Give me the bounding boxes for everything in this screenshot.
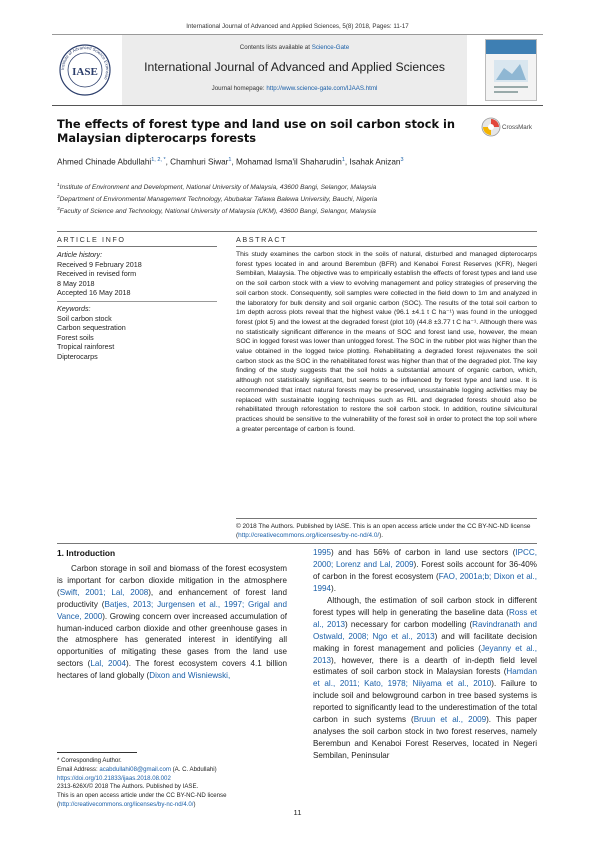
- email-line: Email Address: acabdullahi08@gmail.com (A. C. Abdullahi): [57, 765, 217, 773]
- homepage-link[interactable]: http://www.science-gate.com/IJAAS.html: [266, 85, 378, 92]
- running-head: International Journal of Advanced and Applied Sciences, 5(8) 2018, Pages: 11-17: [186, 23, 409, 30]
- intro-paragraph: [57, 563, 287, 682]
- citation-link[interactable]: Batjes, 2013; Jurgensen et al., 1997; Grigal and Vance, 2000: [57, 599, 287, 621]
- body-text: ), however, there is a dearth of in-depth field level estimates of soil carbon stock in Malaysian forests (: [313, 655, 537, 677]
- citation-link[interactable]: Jeyanny et al., 2013: [313, 643, 537, 665]
- body-text: ). This paper analyses the soil carbon stock in two forest reserves, namely Berembun and Kenaboi Forest Reserves, located in Negeri Sembilan, Peninsular: [313, 715, 537, 760]
- citation-link[interactable]: Swift, 2001; Lal, 2008: [59, 587, 149, 597]
- citation-link[interactable]: Dixon and Wisniewski,: [149, 671, 231, 681]
- footnote-rule: [57, 752, 137, 753]
- affiliations: [57, 181, 537, 217]
- author-affil-marker[interactable]: 3: [400, 157, 404, 163]
- license-line: (http://creativecommons.org/licenses/by-nc-nd/4.0/): [57, 800, 196, 808]
- author-affil-marker[interactable]: 1: [341, 157, 345, 163]
- crossmark-icon: [482, 118, 500, 136]
- body-text: ). Forest soils account for 36-40% of carbon in the forest ecosystem (: [313, 559, 537, 581]
- divider: [57, 543, 537, 544]
- citation-link[interactable]: Lal, 2004: [90, 659, 127, 669]
- history-line: Received in revised form: [57, 269, 137, 279]
- intro-paragraph: [313, 547, 537, 595]
- article-title: The effects of forest type and land use on soil carbon stock in Malaysian dipterocarps forests: [57, 117, 456, 145]
- body-text: Carbon storage in soil and biomass of the forest ecosystem is important for carbon dioxide mitigation in the atmosphere (: [57, 564, 287, 597]
- license-link[interactable]: http://creativecommons.org/licenses/by-nc-nd/4.0/: [238, 532, 380, 540]
- article-info: [57, 250, 217, 362]
- author-name: Chamhuri Siwar: [170, 157, 229, 167]
- history-line: Received 9 February 2018: [57, 259, 142, 269]
- journal-title: International Journal of Advanced and Applied Sciences: [144, 60, 445, 74]
- history-line: 8 May 2018: [57, 278, 95, 288]
- author-affil-marker[interactable]: 1: [228, 157, 232, 163]
- iase-logo: [58, 39, 112, 101]
- section-heading: 1. Introduction: [57, 548, 116, 558]
- intro-paragraph: [313, 595, 537, 762]
- svg-text:CrossMark: CrossMark: [502, 124, 532, 131]
- corresponding-author: * Corresponding Author.: [57, 757, 122, 764]
- divider: [236, 518, 537, 519]
- affiliation-line: $^3$Faculty of Science and Technology, National University of Malaysia (UKM), 43600 Bangi, Selangor, Malaysia: [57, 206, 376, 216]
- abstract-text: This study examines the carbon stock in the soils of natural, disturbed and managed dipterocarps forest types located in and around Berembun (BFR) and Kenaboi Forest Reserves (KFR), Negeri Sembilan, Malaysia. The objective was to empirically establish the effects of forest types and land use on the soil carbon stock with a view to evolving management and policy strategies of preserving the soil carbon stock. Consequently, soil samples were collected in the field down to 1m and analyzed in the laboratory for bulk density and soil organic carbon (SOC). The results of the total soil carbon to 1m depth across plots reveal that the highest value (96.1 ±4.1 t C ha⁻¹) was found in the unlogged forest (plot 5) and the lowest at the degraded forest (plot 10) (44.8 ±3.77 t C ha⁻¹. Although there was no statistically significant difference in the means of SOC and forest land use, however, the mean SOC in logged forest was lower than unlogged forest. The SOC in the rubber plot was higher than the value obtained in the logged twice plotting. Rehabilitating a degraded forest rejuvenates the soil carbon stock as the SOC in the rehabilitated forest was higher than that of the degraded plot. The key finding of the study suggests that the soil holds a substantial amount of organic carbon, which, although not statistically significant, but seems to be influenced by forest type and land use. It is recommended that intact natural forests may be preserved, unsustainable logging activities may be replaced with sustainable logging techniques such as RIL and degraded forests should also be rehabilitated through reforestation to restore the soil carbon stock. In addition, routine silvicultural practices should be sensitive to the vulnerability of the forest soil in order to protect the top soil where a greater percentage of carbon is found.: [236, 251, 537, 433]
- body-text: ). The forest ecosystem covers 4.1 billion hectares of land globally (: [57, 659, 287, 681]
- contents-line: [122, 44, 467, 51]
- journal-cover-thumbnail: [485, 39, 537, 101]
- citation-link[interactable]: 1995: [313, 548, 332, 557]
- crossmark-button[interactable]: [481, 115, 535, 139]
- footnote: [57, 757, 287, 810]
- copyright-line: 2313-626X/© 2018 The Authors. Published by IASE.: [57, 783, 199, 791]
- author-name: Ahmed Chinade Abdullahi: [57, 157, 152, 167]
- keyword: Tropical rainforest: [57, 342, 115, 352]
- body-text: ) necessary for carbon modelling (: [345, 619, 473, 629]
- homepage-line: [122, 85, 467, 92]
- open-access-line: This is an open access article under the CC BY-NC-ND license: [57, 792, 227, 800]
- keyword: Carbon sequestration: [57, 323, 126, 333]
- homepage-prefix: Journal homepage:: [211, 85, 265, 92]
- license-link[interactable]: http://creativecommons.org/licenses/by-nc-nd/4.0/: [59, 800, 194, 808]
- author-name: Isahak Anizan: [349, 157, 401, 167]
- author-name: Mohamad Isma'il Shaharudin: [236, 157, 342, 167]
- page-number: 11: [293, 808, 302, 817]
- email-link[interactable]: acabdullahi08@gmail.com: [99, 765, 171, 773]
- journal-header-box: [122, 35, 467, 105]
- citation-link[interactable]: FAO, 2001a;b; Dixon et al., 1994: [313, 571, 537, 593]
- journal-masthead: [52, 34, 543, 106]
- contents-prefix: Contents lists available at: [239, 44, 310, 51]
- citation-link[interactable]: Ravindranath and Ostwald, 2008; Ngo et al., 2013: [313, 619, 537, 641]
- keyword: Soil carbon stock: [57, 313, 112, 323]
- author-list: Ahmed Chinade Abdullahi$^{1, 2, *}$, Chamhuri Siwar$^1$, Mohamad Isma'il Shaharudin$^1$, Isahak Anizan$^3$: [57, 157, 404, 167]
- body-text: ) and will facilitate decision making in forest management and policies (: [313, 631, 537, 653]
- science-gate-link[interactable]: Science-Gate: [311, 44, 350, 51]
- citation-link[interactable]: Hamdan et al., 2011; Kato, 1978; Niiyama et al., 2010: [313, 667, 537, 689]
- keywords-label: Keywords:: [57, 303, 91, 313]
- svg-text:IASE: IASE: [72, 66, 98, 78]
- body-text: ).: [331, 583, 336, 593]
- divider: [236, 246, 537, 247]
- body-text: Although, the estimation of soil carbon stock in different forest types will help in generating the baseline data (: [313, 596, 537, 617]
- keyword: Dipterocarps: [57, 351, 98, 361]
- article-info-heading: ARTICLE INFO: [57, 235, 126, 244]
- abstract-license: © 2018 The Authors. Published by IASE. This is an open access article under the CC BY-NC-ND license (http://creativecommons.org/licenses/by-nc-nd/4.0/).: [236, 523, 531, 540]
- body-text: ), and enhancement of forest land productivity (: [57, 587, 287, 609]
- affiliation-line: $^1$Institute of Environment and Development, National University of Malaysia, 43600 Bangi, Selangor, Malaysia: [57, 183, 377, 192]
- citation-link[interactable]: Ross et al., 2013: [313, 607, 537, 629]
- divider: [57, 231, 537, 232]
- history-line: Accepted 16 May 2018: [57, 288, 131, 298]
- divider: [57, 301, 217, 302]
- svg-text:Institute of Advanced Science: Institute of Advanced Science Extension: [59, 44, 111, 81]
- author-affil-marker[interactable]: 1, 2, *: [151, 157, 166, 163]
- citation-link[interactable]: Bruun et al., 2009: [413, 715, 487, 725]
- history-label: Article history:: [57, 250, 103, 259]
- abstract-heading: ABSTRACT: [236, 235, 288, 244]
- keyword: Forest soils: [57, 332, 94, 342]
- body-text: ) and has 56% of carbon in land use sectors (: [331, 548, 516, 557]
- body-text: ). Growing concern over increased accumulation of human-induced carbon dioxide and other greenhouse gases in the atmosphere has generated interest in identifying all opportunities of mitigating these gases from the land use sectors (: [57, 611, 287, 669]
- affiliation-line: $^2$Department of Environmental Management Technology, Abubakar Tafawa Balewa University, Bauchi, Nigeria: [57, 194, 378, 204]
- citation-link[interactable]: IPCC, 2000; Lorenz and Lal, 2009: [313, 548, 537, 569]
- doi-link[interactable]: https://doi.org/10.21833/ijaas.2018.08.002: [57, 774, 171, 782]
- divider: [57, 246, 217, 247]
- body-text: ). Failure to include soil and belowground carbon in tree based systems is reported to significantly lead to the underestimation of the total carbon in such systems (: [313, 679, 537, 725]
